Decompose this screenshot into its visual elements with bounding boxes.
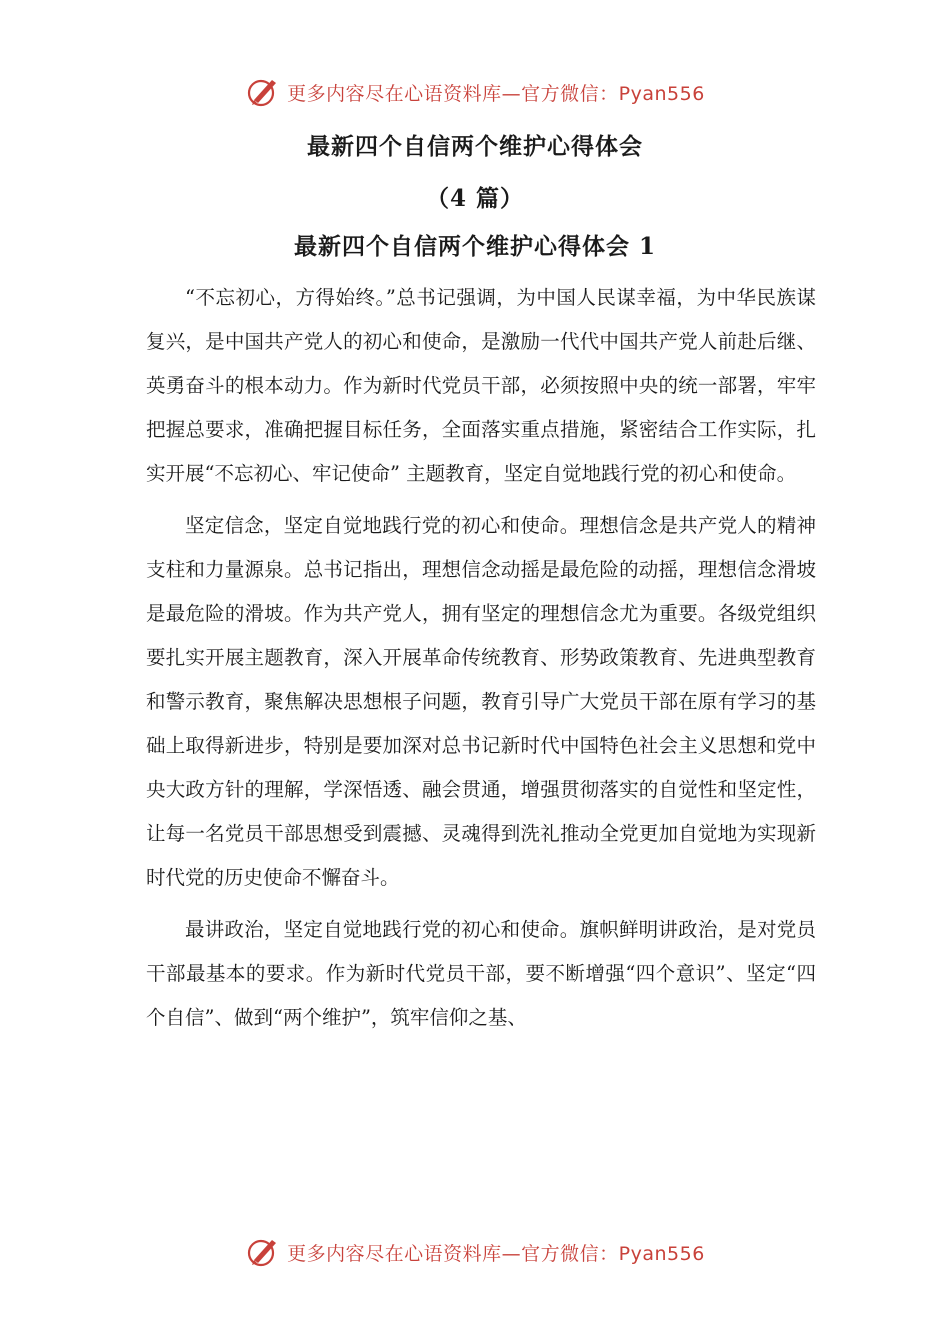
pen-circle-logo-icon [245,74,281,110]
paragraph: 坚定信念，坚定自觉地践行党的初心和使命。理想信念是共产党人的精神支柱和力量源泉。总书记指出，理想信念动摇是最危险的动摇，理想信念滑坡是最危险的滑坡。作为共产党人，拥有坚定的理想信念尤为重要。各级党组织要扎实开展主题教育，深入开展革命传统教育、形势政策教育、先进典型教育和警示教育，聚焦解决思想根子问题，教育引导广大党员干部在原有学习的基础上取得新进步，特别是要加深对总书记新时代中国特色社会主义思想和党中央大政方针的理解，学深悟透、融会贯通，增强贯彻落实的自觉性和坚定性，让每一名党员干部思想受到震撼、灵魂得到洗礼推动全党更加自觉地为实现新时代党的历史使命不懈奋斗。 [146,514,816,889]
banner-text: 更多内容尽在心语资料库—官方微信：Pyan556 [287,82,705,105]
banner-text: 更多内容尽在心语资料库—官方微信：Pyan556 [287,1242,705,1265]
paragraph: “不忘初心，方得始终。”总书记强调，为中国人民谋幸福，为中华民族谋复兴，是中国共产党人的初心和使命，是激励一代代中国共产党人前赴后继、英勇奋斗的根本动力。作为新时代党员干部，必须按照中央的统一部署，牢牢把握总要求，准确把握目标任务，全面落实重点措施，紧密结合工作实际，扎实开展“不忘初心、牢记使命” 主题教育，坚定自觉地践行党的初心和使命。 [146,286,816,485]
pen-circle-logo-icon [245,1234,281,1270]
paragraph: 最讲政治，坚定自觉地践行党的初心和使命。旗帜鲜明讲政治，是对党员干部最基本的要求。作为新时代党员干部，要不断增强“四个意识”、坚定“四个自信”、做到“两个维护”，筑牢信仰之基、 [146,918,816,1029]
section-title: 最新四个自信两个维护心得体会 1 [293,233,656,260]
document-subtitle: （4 篇） [425,185,524,212]
document-body [146,276,816,1048]
document-title: 最新四个自信两个维护心得体会 [307,133,643,160]
header-banner [0,72,950,112]
footer-banner [0,1232,950,1272]
